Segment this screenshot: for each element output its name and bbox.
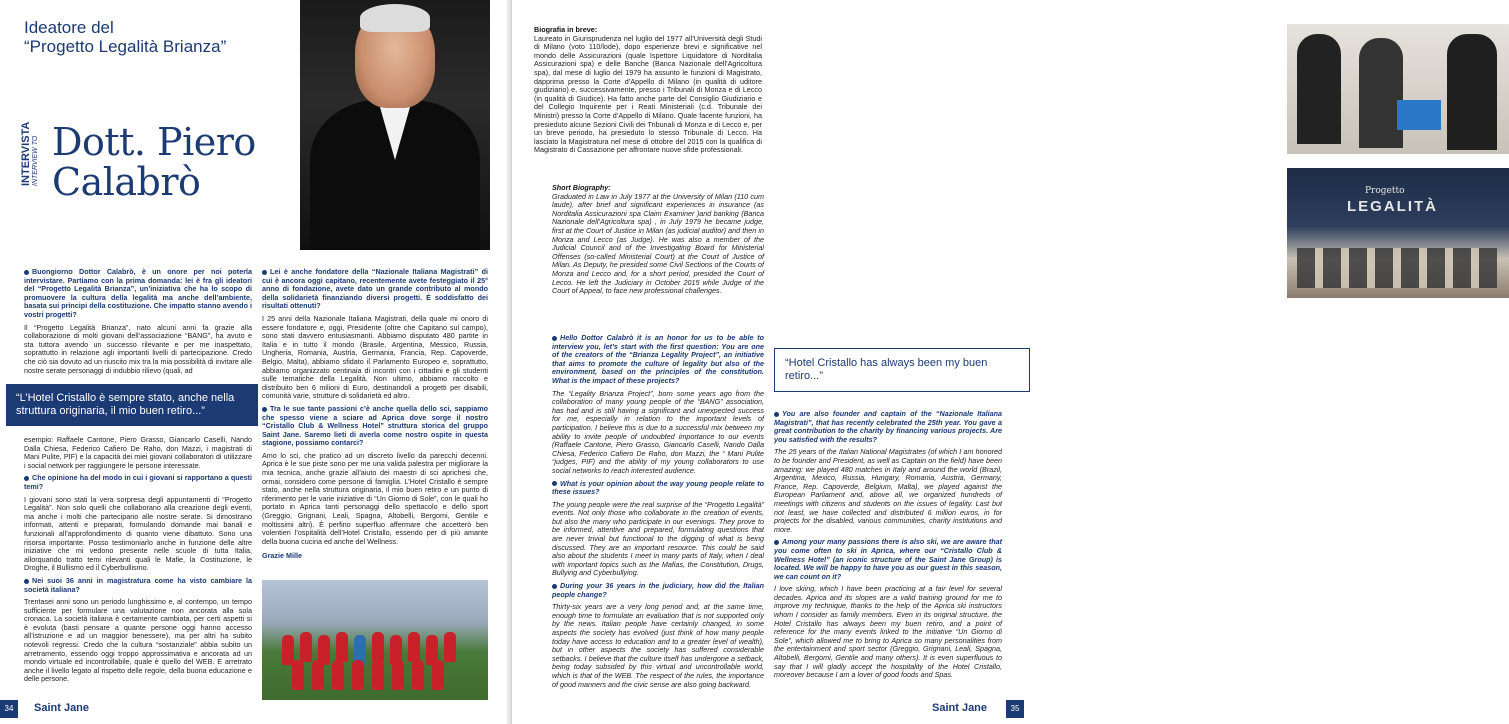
kicker-en: INTERVIEW TO (32, 135, 39, 186)
answer-1: Il “Progetto Legalità Brianza”, nato alcuni anni fa grazie alla collaborazione di molti giovani dell’associazione “BANG”, ha avuto e sta tuttora avendo un successo rilevante e per me inaspettato, soprattutto in relazione agli importanti livelli di partecipazione. Credo che ciò sia dovuto ad un riuscito mix tra la mia possibilità di invitare alle nostre serate personaggi di indubbio rilievo (quali, ad (24, 322, 252, 375)
bullet-icon (24, 476, 29, 481)
interview-kicker (20, 106, 39, 186)
bullet-icon (552, 336, 557, 341)
answer-5-en: I love skiing, which I have been practicing at a fair level for several decades. Aprica and its slopes are a valid training ground for me to improve my technique, thanks to the help of the Aprica ski instructors whom I consider as family members. Even in its original structure, the Hotel Cristallo has always been my buen retiro, and a point of reference for the many events linked to the initiative “Un Giorno di Sole”, which allowed me to bring to Aprica so many personalities from the entertainment and sport sector (Greggio, Grignani, Leali, Spagna, Altobelli, Bergomi, Gentile and many others). It is even superfluous to say that I will gladly accept the hospitality of the Hotel Cristallo, moreover because I am a lover of good foods and Spas. (774, 584, 1002, 680)
bio-en-text: Graduated in Law in July 1977 at the University of Milan (110 cum laude), after brief and significant experiences in insurance (as Norditalia Assicurazioni spa Claim Examiner )and banking (Banca Nazionale dell’Agricoltura spa) , in July 1979 he became judge, first at the Court of Justice in Milan (as judicial auditor) and then in Monza and Lecco (as Judge). He was also a member of the Judicial Council and of the Investigating Board for Ministerial Offenses (so-called Ministerial Court) at the Court of Justice of Milan. As Deputy, he presided some Civil Sections of the Courts of Monza and Lecco and, for a short period, presided the Court of Lecco. He left the Judiciary in October 2015 while Judge of the Court of Appeal, to face new professional challenges. (552, 191, 764, 296)
bullet-icon (774, 540, 779, 545)
answer-2-en: The young people were the real surprise of the “Progetto Legalità” events. Not only those who collaborate in the creation of events, but also the many who participate in our evenings. They prove to be informed, attentive and prepared, formulating questions that are never trivial but functional to the digging of what is being discussed. They are an important resource. This could be said also about the students I meet in many parts of Italy, when I deal with important topics such as the Mafias, the Constitution, Drugs, Bullying and Cyberbullying. (552, 499, 764, 578)
portrait-photo (300, 0, 490, 250)
answer-3-en: Thirty-six years are a very long period and, at the same time, enough time to formulate an evaluation that is not supported only by the news. Italian people have certainly changed, in some aspects the society has evolved (just think of how many people today have access to education and to a greater level of wealth), but in other aspects the society has suffered considerable setbacks. I believe that the culture itself has undergone a setback, being today subsided by this virtual and uncontrollable world, which is that of the WEB. The respect of the rules, the importance of good manners and the civic sense are also going backward. (552, 602, 764, 689)
headline-line-2: “Progetto Legalità Brianza” (24, 37, 227, 56)
bullet-icon (262, 270, 267, 275)
bullet-icon (24, 579, 29, 584)
bio-en (552, 184, 764, 296)
handshake-photo (1287, 24, 1509, 154)
question-3-en: During your 36 years in the judiciary, how did the Italian people change? (552, 581, 764, 599)
bullet-icon (774, 412, 779, 417)
question-4-en: You are also founder and captain of the “Nazionale Italiana Magistrati”, that has recently celebrated the 25th year. You gave a great contribution to the charity by financing various projects. Are you satisfied with the results? (774, 409, 1002, 444)
team-photo (262, 580, 488, 700)
question-3: Nei suoi 36 anni in magistratura come ha visto cambiare la società italiana? (24, 575, 252, 594)
headline (24, 18, 226, 56)
kicker-it: INTERVISTA (20, 121, 32, 186)
answer-5: Amo lo sci, che pratico ad un discreto livello da parecchi decenni. Aprica è le sue piste sono per me una valida palestra per migliorare la mia tecnica, anche grazie all’aiuto dei maestri di sci aprichesi che, ormai, considero come persone di famiglia. L’Hotel Cristallo è sempre stato, anche nella struttura originaria, il mio buen retiro e un punto di riferimento per le varie iniziative di “Un Giorno di Sole”, con le quali ho portato in Aprica tanti personaggi dello spettacolo e dello sport (Greggio, Grignani, Leali, Spagna, Altobelli, Bergomi, Gentile e moltissimi altri). È perfino superfluo affermare che accetterò ben volentieri l’ospitalità dell’Hotel Cristallo, essendo per di più amante della buona cucina ed anche del Wellness. (262, 450, 488, 546)
page-number-right: 35 (1006, 700, 1024, 718)
bullet-icon (262, 407, 267, 412)
footer-brand-left: Saint Jane (34, 702, 90, 714)
left-col-1 (24, 268, 252, 375)
right-col-2 (774, 410, 1002, 680)
bullet-icon (552, 481, 557, 486)
answer-4-en: The 25 years of the Italian National Magistrates (of which I am honored to be founder and President, as well as Captain on the field) have been amazing: we played 480 matches in Italy and around the world (Brazil, Argentina, Mexico, Russia, Hungary, Romania, Austria, Germany, France, Rep. Capoverde, Belgium, Malta), we played against the European Parliament and, above all, we organized hundreds of meetings with citizens and students on the issues of legality. Last but not least, we have collected and distributed 6 million euros, in for projects for the disabled, various communities, charity institutions and more. (774, 447, 1002, 534)
interviewee-name (52, 122, 256, 202)
pull-quote-en: “Hotel Cristallo has always been my buen retiro...” (774, 348, 1030, 392)
headline-line-1: Ideatore del (24, 18, 114, 37)
question-4: Lei è anche fondatore della “Nazionale Italiana Magistrati” di cui è ancora oggi capitano, recentemente avete festeggiato il 25° anno di fondazione, avete dato un grande contributo al mondo della solidarietà finanziando diversi progetti. È soddisfatto dei risultati ottenuti? (262, 267, 488, 311)
question-5: Tra le sue tante passioni c’è anche quella dello sci, sappiamo che spesso viene a sciare ad Aprica dove sorge il nostro “Cristallo Club & Wellness Hotel” struttura storica del gruppo Saint Jane. Saremo lieti di averla come nostro ospite in questa stagione, possiamo contarci? (262, 403, 488, 448)
question-2: Che opinione ha del modo in cui i giovani si rapportano a questi temi? (24, 473, 252, 491)
bio-it-text: Laureato in Giurisprudenza nel luglio del 1977 all’Università degli Studi di Milano (voto 110/lode), dopo esperienze brevi e significative nel mondo delle Assicurazioni (quale Ispettore Liquidatore di Norditalia Assicurazioni spa) e delle Banche (Banca Nazionale dell’Agricoltura spa), dal mese di luglio del 1979 ha assunto le funzioni di Magistrato, dapprima presso la Corte d’Appello di Milano (in qualità di uditore giudiziario) e, successivamente, presso i Tribunali di Monza e di Lecco (in qualità di Giudice). Ha fatto anche parte del Consiglio Giudiziario e del Collegio Inquirente per i Reati Ministeriali (c.d. Tribunale dei Ministri) presso la Corte d’Appello di Milano. Quale facente funzioni, ha presieduto alcune Sezioni Civili dei Tribunali di Monza e di Lecco e, per un breve periodo, ha presieduto lo stesso Tribunale di Lecco. Ha lasciato la Magistratura nel mese di ottobre del 2015 con la qualifica di Magistrato di Cassazione per affrontare nuove sfide professionali. (534, 33, 762, 155)
question-1: Buongiorno Dottor Calabrò, è un onore per noi poterla intervistare. Partiamo con la prima domanda: lei è fra gli ideatori del “Progetto Legalità Brianza”, un’iniziativa che ha lo scopo di promuovere la cultura della legalità ma anche dell’ambiente, basata sui principi della costituzione. Che impatto stanno avendo i vostri progetti? (24, 267, 252, 319)
right-page (512, 0, 1438, 724)
left-col-1b (24, 436, 252, 684)
bio-it-title: Biografia in breve: (534, 25, 598, 34)
answer-4: I 25 anni della Nazionale Italiana Magistrati, della quale mi onoro di essere fondatore e, oggi, Presidente (oltre che Capitano sul campo), sono stati davvero entusiasmanti. Abbiamo disputato 480 partite in Italia e in tutto il mondo (Brasile, Argentina, Messico, Russia, Ungheria, Romania, Austria, Germania, Francia, Rep. Capoverde, Belgio, Malta), abbiamo sfidato il Parlamento Europeo e, soprattutto, abbiamo organizzato centinaia di incontri con i cittadini e gli studenti sulle tematiche della Legalità. Non ultimo, abbiamo raccolto e distribuito ben 6 milioni di Euro, destinandoli a progetti per disabili, comunità varie, strutture di solidarietà ed altro. (262, 313, 488, 401)
pull-quote: “L’Hotel Cristallo è sempre stato, anche nella struttura originaria, il mio buen retiro...” (6, 384, 258, 426)
answer-1-en: The “Legality Brianza Project”, born some years ago from the collaboration of many young people of the “BANG” association, has had and is still having a significant and unexpected success for me, especially in relation to the important levels of participation. I believe this is due to a successful mix between my ability to invite people of undoubted importance to our events (Raffaele Cantone, Piero Grasso, Giancarlo Caselli, Nando Dalla Chiesa, Federico Cafiero De Raho, don Mazzi, the “ Mani Pulite “judges, PIF) and the ability of my young collaborators to use social networks to reach interested audience. (552, 388, 764, 475)
bullet-icon (552, 584, 557, 589)
answer-3: Trentasei anni sono un periodo lunghissimo e, al contempo, un tempo sufficiente per formulare una valutazione non ancorata alla sola cronaca. La società italiana è certamente cambiata, per certi aspetti si è evoluta (basti pensare a quante persone oggi hanno accesso all’istruzione e ad un maggior benessere), ma per altri ha subito notevoli regressi. Credo che la cultura “sostanziale” abbia subito un arretramento, essendo oggi troppo approssimativa e ancorata ad un mondo virtuale ed incontrollabile, quale è quello del WEB. E arretrato anche il livello legato al rispetto delle regole, della buona educazione e delle persone. (24, 597, 252, 684)
conference-photo (1287, 168, 1509, 298)
left-page (0, 0, 511, 724)
name-line-2: Calabrò (52, 160, 201, 204)
question-1-en: Hello Dottor Calabrò it is an honor for us to be able to interview you, let’s start with the first question: You are one of the creators of the “Brianza Legality Project”, an initiative that aims to promote the culture of legality but also of the environment, based on the principles of the constitution. What is the impact of these projects? (552, 333, 764, 385)
footer-brand-right: Saint Jane (932, 702, 988, 714)
name-line-1: Dott. Piero (52, 120, 256, 164)
thanks: Grazie Mille (262, 551, 302, 561)
logo-legalita: LEGALITÀ (1347, 198, 1438, 215)
left-col-2 (262, 268, 488, 561)
right-col-1 (552, 334, 764, 689)
question-2-en: What is your opinion about the way young people relate to these issues? (552, 478, 764, 497)
question-5-en: Among your many passions there is also ski, we are aware that you come often to ski in Aprica, where our “Cristallo Club & Wellness Hotel” (an iconic structure of the Saint Jane Group) is located. We will be happy to have you as our guest in this season, we can count on it? (774, 537, 1002, 581)
bullet-icon (24, 270, 29, 275)
answer-1-continued: esempio: Raffaele Cantone, Piero Grasso, Giancarlo Caselli, Nando Dalla Chiesa, Federico Cafiero De Raho, don Mazzi, i magistrati di Mani Pulite, PIF) e la capacità dei miei giovani collaboratori di utilizzare i social network per raggiungere le persone interessate. (24, 435, 252, 470)
bio-it (534, 26, 762, 155)
answer-2: I giovani sono stati la vera sorpresa degli appuntamenti di “Progetto Legalità”. Non solo quelli che collaborano alla creazione degli eventi, ma anche i molti che partecipano alle nostre serate. Si dimostrano informati, attenti e preparati, formulando domande mai banali e funzionali all’approfondimento di quanto viene dibattuto. Sono una risorsa importante. Posso testimoniarlo anche in funzione delle altre iniziative che mi vedono presente nelle scuole di tutta Italia, allorquando tratto temi rilevanti quali le Mafie, la Costituzione, le Droghe, il Bullismo ed il Cyberbullismo. (24, 494, 252, 573)
bio-en-title: Short Biography: (552, 183, 611, 192)
page-number-left: 34 (0, 700, 18, 718)
logo-progetto: Progetto (1365, 186, 1405, 196)
